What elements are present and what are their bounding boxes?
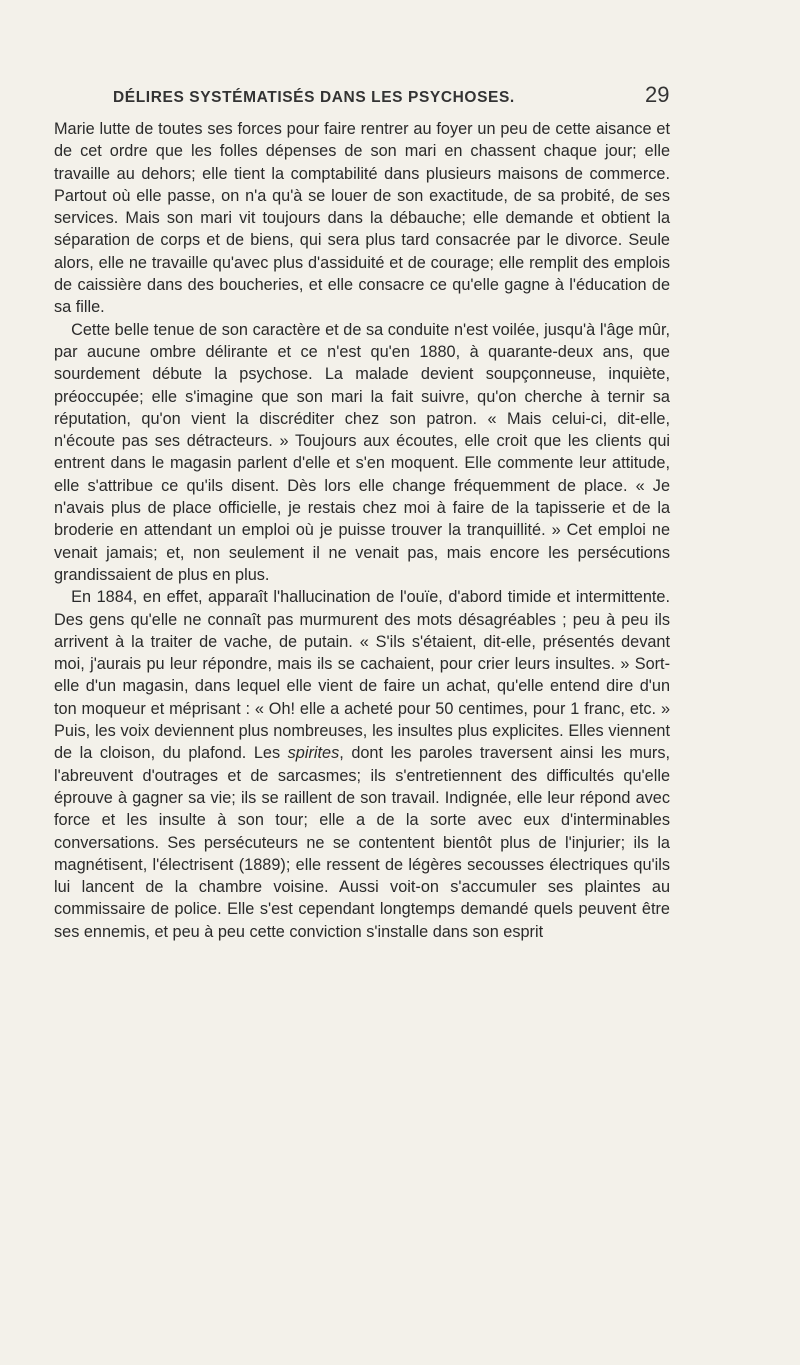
paragraph-2: Cette belle tenue de son caractère et de sa conduite n'est voilée, jusqu'à l'âge mûr, par aucune ombre délirante et ce n'est qu'en 1880, à quarante-deux ans, que sourdement débute la psychose. La malade devient soupçonneuse, inquiète, préoccupée; elle s'imagine que son mari la fait suivre, qu'on cherche à ternir sa réputation, qu'on vient la discréditer chez son patron. « Mais celui-ci, dit-elle, n'écoute pas ses détracteurs. » Toujours aux écoutes, elle croit que les clients qui entrent dans le magasin parlent d'elle et s'en moquent. Elle commente leur attitude, elle s'attribue ce qu'ils disent. Dès lors elle change fréquemment de place. « Je n'avais plus de place officielle, je restais chez moi à faire de la tapisserie et de la broderie en attendant un emploi où je puisse trouver la tranquillité. » Cet emploi ne venait jamais; et, non seulement il ne venait pas, mais encore les persécutions grandissaient de plus en plus. — [54, 320, 670, 584]
running-title: DÉLIRES SYSTÉMATISÉS DANS LES PSYCHOSES. — [113, 89, 515, 106]
paragraph-3-part-2: , dont les paroles traversent ainsi les murs, l'abreuvent d'outrages et de sarcasmes; ils s'entretiennent des difficultés qu'elle éprouve à gagner sa vie; ils se raillent de son travail. Indignée, elle leur répond avec force et les insulte à son tour; elle a de la sorte avec eux d'interminables conversations. Ses persécuteurs ne se contentent bientôt plus de l'injurier; ils la magnétisent, l'électrisent (1889); elle ressent de légères secousses électriques qu'ils lui lancent de la chambre voisine. Aussi voit-on s'accumuler ses plaintes au commissaire de police. Elle s'est cependant longtemps demandé quels peuvent être ses ennemis, et peu à peu cette conviction s'installe dans son esprit — [54, 744, 670, 941]
page-number: 29 — [645, 82, 670, 107]
italic-term-spirites: spirites — [287, 744, 340, 763]
paragraph-3-part-1: En 1884, en effet, apparaît l'hallucination de l'ouïe, d'abord timide et intermittente. Des gens qu'elle ne connaît pas murmurent des mots désagréables ; peu à peu ils arrivent à la traiter de vache, de putain. « S'ils s'étaient, dit-elle, présentés devant moi, j'aurais pu leur répondre, mais ils se cachaient, pour crier leurs insultes. » Sort-elle d'un magasin, dans lequel elle vient de faire un achat, qu'elle entend dire d'un ton moqueur et méprisant : « Oh! elle a acheté pour 50 centimes, pour 1 franc, etc. » Puis, les voix deviennent plus nombreuses, les insultes plus explicites. Elles viennent de la cloison, du plafond. Les — [54, 588, 670, 763]
body-text — [54, 118, 670, 943]
paragraph-3 — [54, 586, 670, 943]
page-header — [53, 80, 673, 116]
paragraph-1: Marie lutte de toutes ses forces pour faire rentrer au foyer un peu de cette aisance et de cet ordre que les folles dépenses de son mari en chassent chaque jour; elle travaille au dehors; elle tient la comptabilité dans plusieurs maisons de commerce. Partout où elle passe, on n'a qu'à se louer de son exactitude, de sa probité, de ses services. Mais son mari vit toujours dans la débauche; elle demande et obtient la séparation de corps et de biens, qui sera plus tard consacrée par le divorce. Seule alors, elle ne travaille qu'avec plus d'assiduité et de courage; elle remplit des emplois de caissière dans des boucheries, et elle consacre ce qu'elle gagne à l'éducation de sa fille. — [54, 120, 670, 317]
